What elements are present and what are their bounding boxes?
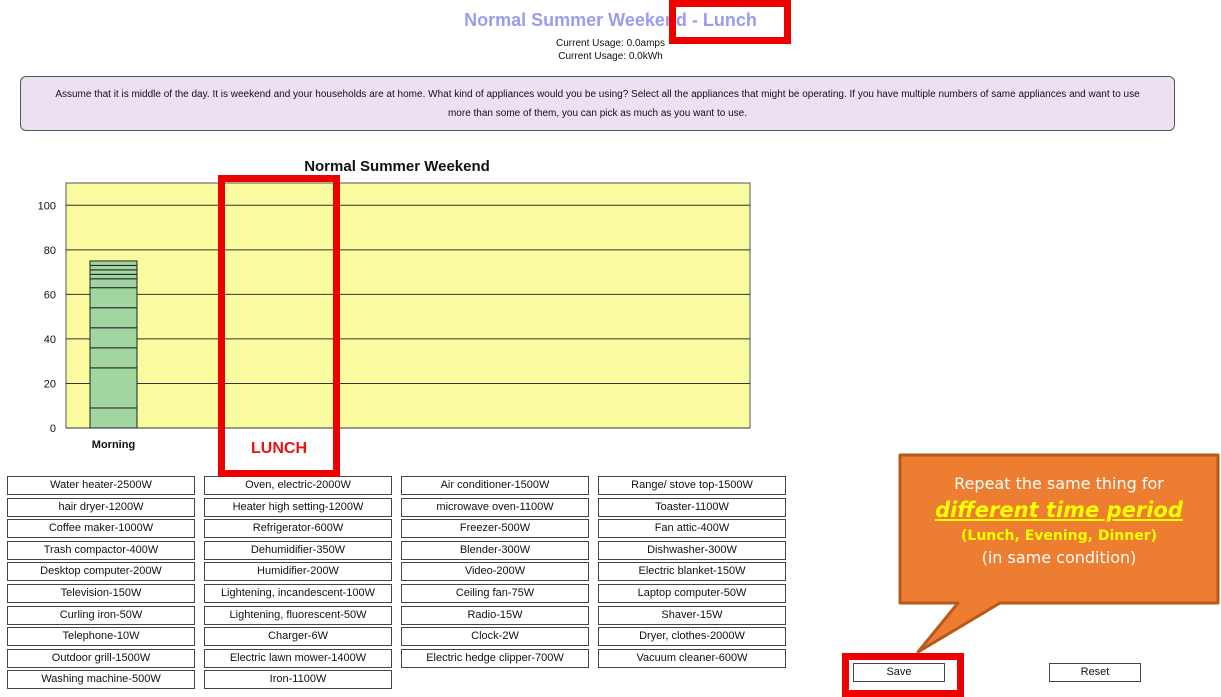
appliance-button[interactable]: Desktop computer-200W [7, 562, 195, 581]
appliance-button[interactable]: Outdoor grill-1500W [7, 649, 195, 668]
appliance-button[interactable]: Shaver-15W [598, 606, 786, 625]
appliance-button[interactable]: Telephone-10W [7, 627, 195, 646]
appliance-button[interactable]: Refrigerator-600W [204, 519, 392, 538]
appliance-button[interactable]: Heater high setting-1200W [204, 498, 392, 517]
x-tick-label: Morning [91, 439, 136, 451]
appliance-button[interactable]: Freezer-500W [401, 519, 589, 538]
appliance-button[interactable]: Blender-300W [401, 541, 589, 560]
y-tick-label: 100 [37, 200, 56, 213]
y-tick-label: 60 [43, 289, 56, 302]
appliance-button[interactable]: Iron-1100W [204, 670, 392, 689]
appliance-button[interactable]: Video-200W [401, 562, 589, 581]
appliance-button[interactable]: Electric lawn mower-1400W [204, 649, 392, 668]
appliance-button[interactable]: Laptop computer-50W [598, 584, 786, 603]
callout-line-3: (Lunch, Evening, Dinner) [961, 528, 1157, 544]
appliance-button[interactable]: Radio-15W [401, 606, 589, 625]
appliance-button[interactable]: Coffee maker-1000W [7, 519, 195, 538]
appliance-button[interactable]: Curling iron-50W [7, 606, 195, 625]
appliance-button[interactable]: Ceiling fan-75W [401, 584, 589, 603]
current-usage-amps: Current Usage: 0.0amps [556, 38, 665, 49]
page-title: Normal Summer Weekend - Lunch [464, 10, 757, 30]
appliance-button[interactable]: Washing machine-500W [7, 670, 195, 689]
appliance-button[interactable]: microwave oven-1100W [401, 498, 589, 517]
callout-line-4: (in same condition) [981, 548, 1137, 567]
callout-line-2: different time period [935, 498, 1183, 522]
lunch-label: LUNCH [251, 440, 307, 457]
appliance-button[interactable]: Humidifier-200W [204, 562, 392, 581]
appliance-button[interactable]: Trash compactor-400W [7, 541, 195, 560]
y-tick-label: 0 [49, 423, 56, 435]
appliance-button[interactable]: Fan attic-400W [598, 519, 786, 538]
y-tick-label: 40 [43, 333, 56, 346]
appliance-button[interactable]: Lightening, incandescent-100W [204, 584, 392, 603]
reset-button[interactable]: Reset [1049, 663, 1141, 682]
callout-line-1: Repeat the same thing for [954, 474, 1164, 493]
y-tick-label: 80 [43, 244, 56, 257]
current-usage-kwh: Current Usage: 0.0kWh [558, 51, 663, 62]
appliance-button[interactable]: Clock-2W [401, 627, 589, 646]
callout-text [908, 470, 1210, 569]
appliance-button[interactable]: Electric blanket-150W [598, 562, 786, 581]
appliance-button[interactable]: Oven, electric-2000W [204, 476, 392, 495]
y-tick-label: 20 [43, 378, 56, 391]
appliance-button[interactable]: Toaster-1100W [598, 498, 786, 517]
appliance-button[interactable]: Dehumidifier-350W [204, 541, 392, 560]
instructions-box: Assume that it is middle of the day. It is weekend and your households are at home. What kind of appliances would you be using? Select all the appliances that might be operating. If you have multiple numbers of same appliances and want to use more than some of them, you can pick as much as you want to use. [20, 76, 1175, 131]
appliance-button[interactable]: Air conditioner-1500W [401, 476, 589, 495]
appliance-button[interactable]: Television-150W [7, 584, 195, 603]
appliance-button[interactable]: Vacuum cleaner-600W [598, 649, 786, 668]
appliance-button[interactable]: Lightening, fluorescent-50W [204, 606, 392, 625]
save-button[interactable]: Save [853, 663, 945, 682]
appliance-button[interactable]: Range/ stove top-1500W [598, 476, 786, 495]
appliance-button[interactable]: hair dryer-1200W [7, 498, 195, 517]
appliance-button[interactable]: Charger-6W [204, 627, 392, 646]
appliance-button[interactable]: Dryer, clothes-2000W [598, 627, 786, 646]
appliance-button[interactable]: Dishwasher-300W [598, 541, 786, 560]
appliance-button[interactable]: Water heater-2500W [7, 476, 195, 495]
appliance-button[interactable]: Electric hedge clipper-700W [401, 649, 589, 668]
chart-title: Normal Summer Weekend [304, 158, 490, 175]
